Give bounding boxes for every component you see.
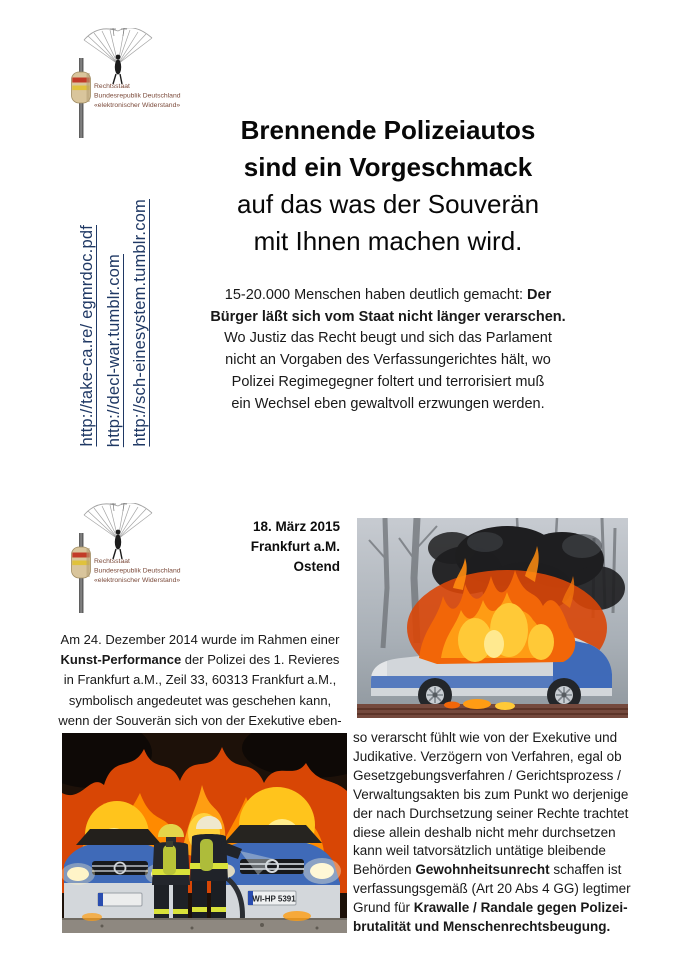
logo-text bbox=[94, 83, 181, 109]
right-column-paragraph: so verarscht fühlt wie von der Exekutive und Judikative. Verzögern von Verfahren, egal ob Gesetzgebungsverfahren / Gerichtsprozess / Verwaltungsakten bis zum Punkt wo derjenige der nach Durchsetzung seiner Rechte trachtet diese allein deshalb nicht mehr durchsetzen kann weil tatvorsätzlich untätige bleibende Behörden Gewohnheitsunrecht schaffen ist verfassungsgemäß (Art 20 Abs 4 GG) legtimer Grund für Krawalle / Randale gegen Polizei- brutalität und Menschenrechtsbeugung. bbox=[353, 730, 631, 935]
logo-text-line1: Rechtsstaat bbox=[94, 83, 130, 90]
license-plate-text: WI-HP 5391 bbox=[252, 894, 296, 904]
burning-police-car-image bbox=[357, 518, 628, 718]
link-sch-einesystem-tumblr[interactable]: http://sch-einesystem.tumblr.com bbox=[131, 199, 149, 447]
headline: Brennende Polizeiautos sind ein Vorgeschmack auf das was der Souverän mit Ihnen machen wird. bbox=[236, 115, 540, 256]
resistor-icon bbox=[72, 58, 91, 138]
resistor-wing-logo-icon bbox=[64, 28, 188, 140]
link-decl-war-tumblr[interactable]: http://decl-war.tumblr.com bbox=[105, 253, 123, 447]
link-take-ca-re[interactable]: http://take-ca.re/ egmrdoc.pdf bbox=[78, 225, 96, 447]
org-logo bbox=[64, 28, 188, 140]
photo-firefighters-burning-cars bbox=[62, 733, 347, 933]
left-column-paragraph: Am 24. Dezember 2014 wurde im Rahmen einer Kunst-Performance der Polizei des 1. Revieres in Frankfurt a.M., Zeil 33, 60313 Frankfurt a.M., symbolisch angedeutet was geschehen kann, wenn der Souverän sich von der Exekutive eben- bbox=[58, 632, 342, 728]
logo-text-line2: Bundesrepublik Deutschland bbox=[94, 567, 181, 575]
logo-text-line2: Bundesrepublik Deutschland bbox=[94, 92, 181, 100]
logo-text bbox=[94, 558, 181, 584]
intro-paragraph: 15-20.000 Menschen haben deutlich gemacht: Der Bürger läßt sich vom Staat nicht länger verarschen. Wo Justiz das Recht beugt und sich das Parlament nicht an Vorgaben des Verfassungerichtes hält, wo Polizei Regimegegner foltert und terrorisiert muß ein Wechsel eben gewaltvoll erzwungen werden. bbox=[210, 287, 566, 412]
resistor-icon bbox=[72, 533, 91, 613]
logo-text-line1: Rechtsstaat bbox=[94, 558, 130, 565]
logo-text-line3: «elektronischer Widerstand» bbox=[94, 577, 181, 584]
firefighters-burning-cars-image bbox=[62, 733, 347, 933]
resistor-wing-logo-icon bbox=[64, 503, 188, 615]
org-logo-2 bbox=[64, 503, 188, 615]
photo-burning-police-car bbox=[357, 518, 628, 718]
event-date-place: 18. März 2015 Frankfurt a.M. Ostend bbox=[250, 519, 340, 574]
logo-text-line3: «elektronischer Widerstand» bbox=[94, 102, 181, 109]
